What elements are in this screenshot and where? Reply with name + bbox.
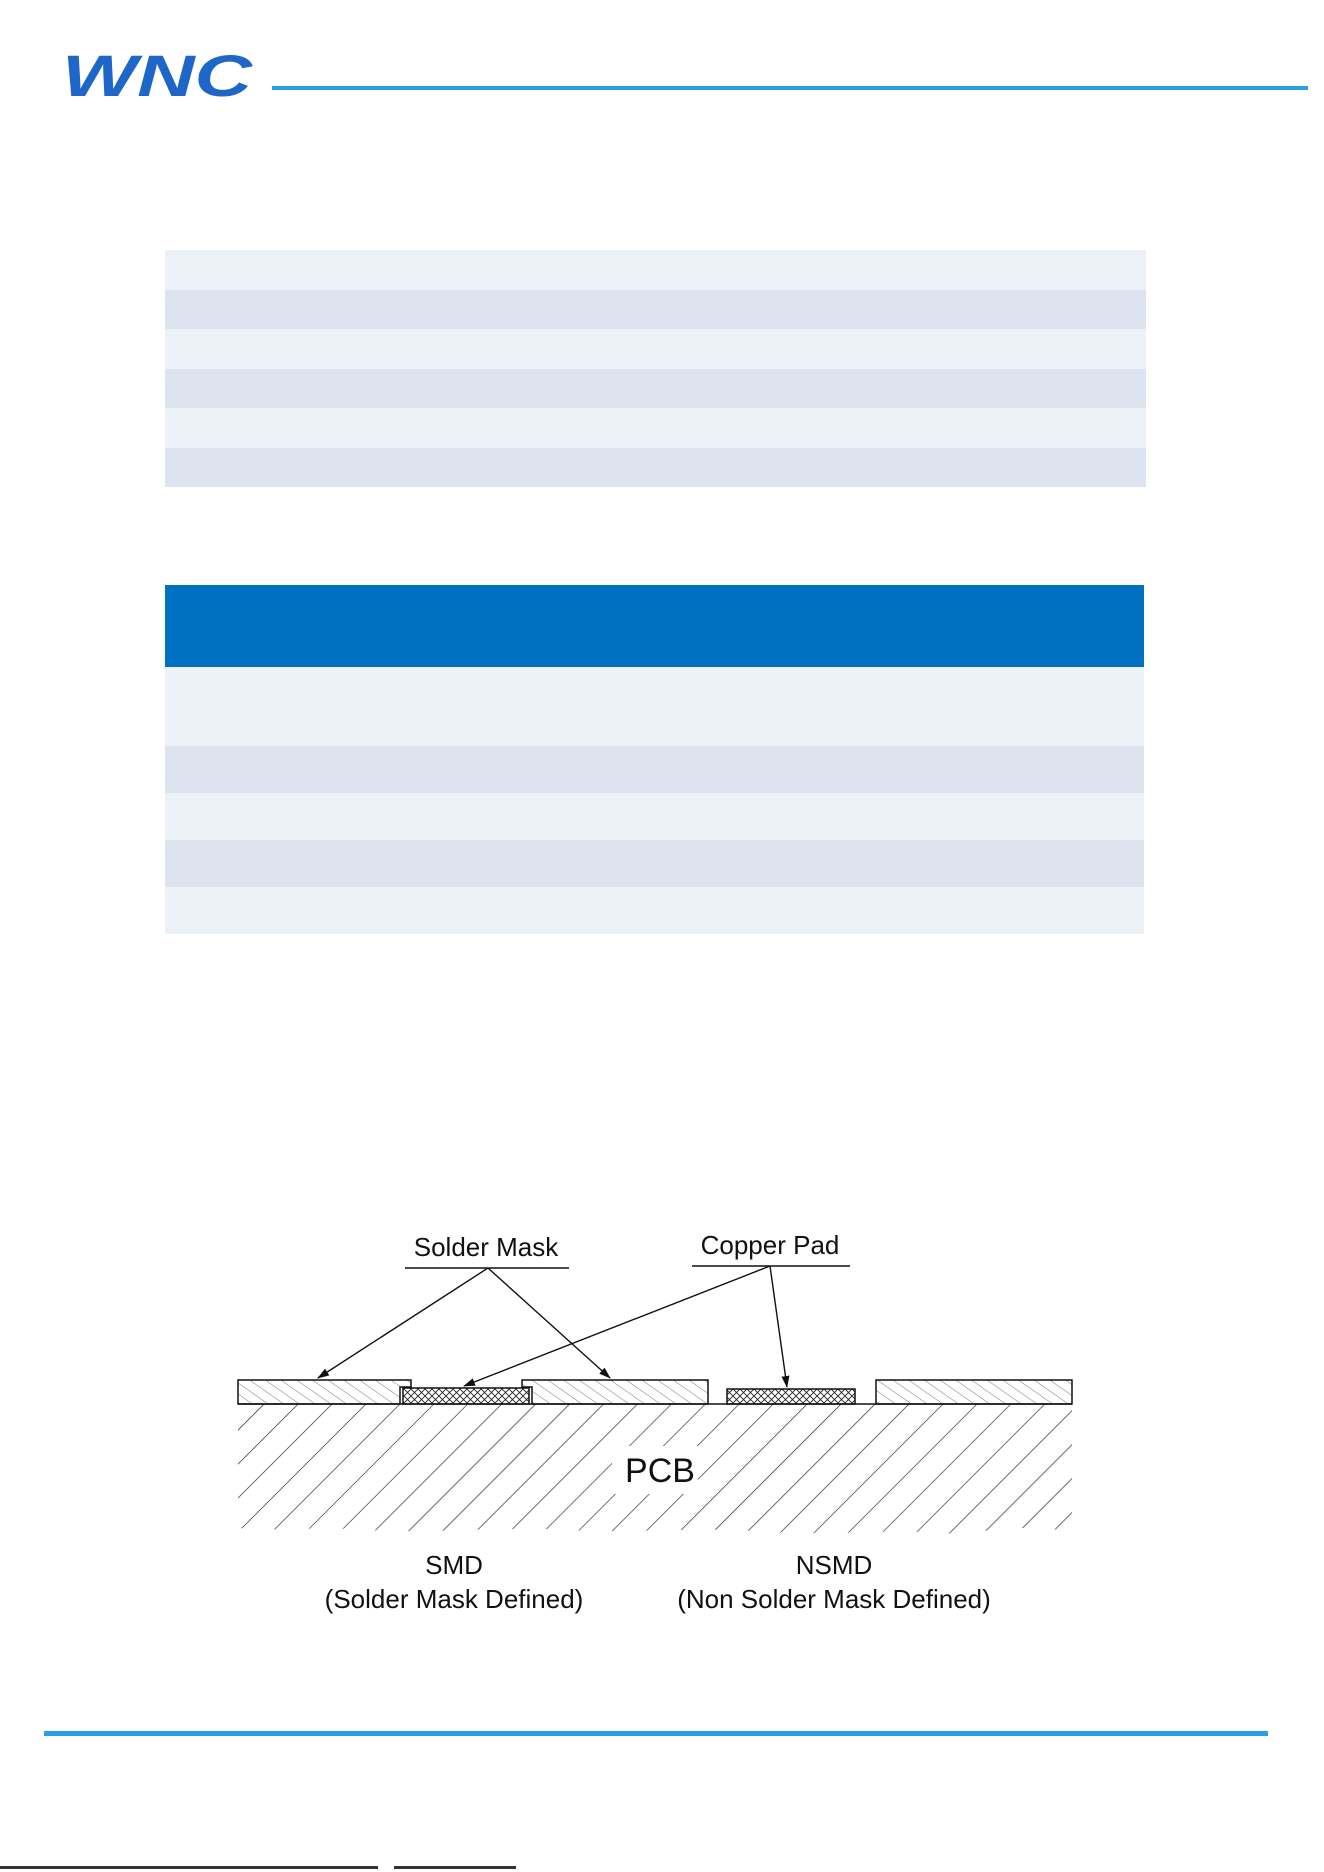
table-row bbox=[165, 250, 1146, 290]
logo-text: WNC bbox=[62, 46, 254, 104]
leader-arrows bbox=[318, 1266, 787, 1387]
wnc-logo-icon bbox=[62, 46, 258, 104]
copper-pad-nsmd bbox=[727, 1389, 855, 1404]
table-row bbox=[165, 887, 1144, 934]
page-edge-mark bbox=[0, 1866, 378, 1869]
smd-title: SMD bbox=[425, 1550, 483, 1580]
table-row bbox=[165, 746, 1144, 793]
table-row bbox=[165, 408, 1146, 448]
table-row bbox=[165, 840, 1144, 887]
table-row bbox=[165, 290, 1146, 330]
table-row bbox=[165, 448, 1146, 488]
header-rule bbox=[272, 86, 1308, 90]
pcb-label: PCB bbox=[625, 1452, 695, 1490]
nsmd-subtitle: (Non Solder Mask Defined) bbox=[677, 1584, 991, 1614]
nsmd-title: NSMD bbox=[795, 1550, 873, 1580]
smd-subtitle: (Solder Mask Defined) bbox=[324, 1584, 584, 1614]
table-row bbox=[165, 793, 1144, 840]
solder-mask-segments bbox=[238, 1380, 1072, 1404]
page-edge-mark bbox=[394, 1866, 516, 1869]
wnc-logo bbox=[62, 46, 258, 104]
table-header bbox=[165, 585, 1144, 667]
pad-cross-section bbox=[236, 1228, 1074, 1628]
table-row bbox=[165, 329, 1146, 369]
table-row bbox=[165, 667, 1144, 746]
copper-pad-smd bbox=[403, 1388, 529, 1404]
smd-nsmd-diagram bbox=[236, 1228, 1074, 1628]
table-2 bbox=[165, 585, 1144, 934]
solder-mask-label: Solder Mask bbox=[413, 1232, 559, 1262]
footer-rule bbox=[44, 1731, 1268, 1736]
table-1 bbox=[165, 250, 1146, 487]
table-row bbox=[165, 369, 1146, 409]
copper-pad-label: Copper Pad bbox=[700, 1230, 840, 1260]
